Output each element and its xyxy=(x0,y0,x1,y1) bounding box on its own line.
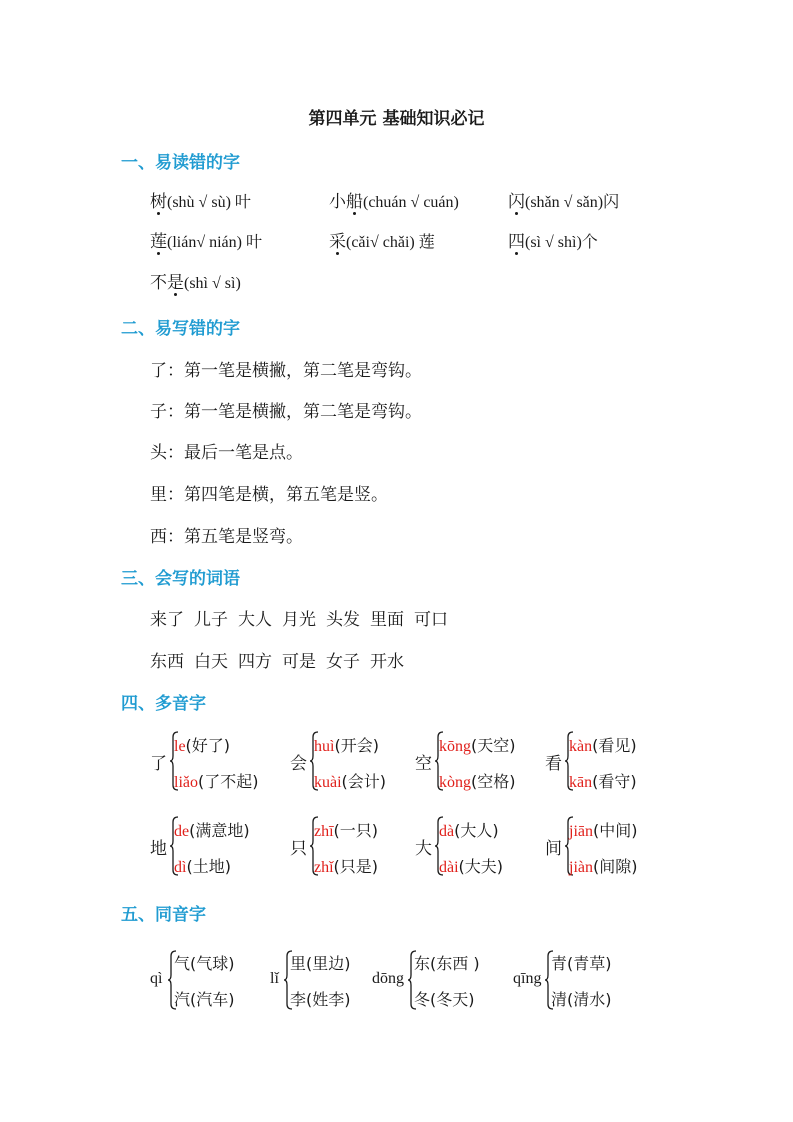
polyphone-group xyxy=(150,816,290,876)
misread-item: 小船(chuán √ cuán) xyxy=(329,187,459,212)
homophone-word-b: 冬(冬天) xyxy=(414,990,475,1009)
word: 四方 xyxy=(238,652,272,672)
section-heading-misread: 一、易读错的字 xyxy=(121,153,240,173)
section-heading-homophones: 五、同音字 xyxy=(121,905,206,925)
word: 月光 xyxy=(282,610,316,630)
polyphone-char: 会 xyxy=(290,754,307,774)
polyphone-group xyxy=(545,731,685,791)
polyphone-reading-a: kōng(天空) xyxy=(439,736,516,755)
word: 女子 xyxy=(326,652,360,672)
misread-item: 不是(shì √ sì) xyxy=(150,268,241,293)
polyphone-reading-b: kòng(空格) xyxy=(439,772,516,791)
polyphone-reading-a: huì(开会) xyxy=(314,736,379,755)
homophone-word-a: 气(气球) xyxy=(174,954,235,973)
polyphone-reading-a: de(满意地) xyxy=(174,821,250,840)
homophone-group xyxy=(513,950,638,1010)
homophone-word-b: 汽(汽车) xyxy=(174,990,235,1009)
polyphone-reading-b: kān(看守) xyxy=(569,772,637,791)
word-row-2 xyxy=(150,647,414,672)
word: 可是 xyxy=(282,652,316,672)
polyphone-char: 地 xyxy=(150,839,167,859)
homophone-group xyxy=(372,950,497,1010)
word: 开水 xyxy=(370,652,404,672)
polyphone-group xyxy=(415,731,555,791)
polyphone-group xyxy=(290,816,430,876)
word: 头发 xyxy=(326,610,360,630)
miswrite-item: 里：第四笔是横，第五笔是竖。 xyxy=(150,485,388,505)
miswrite-item: 了：第一笔是横撇，第二笔是弯钩。 xyxy=(150,361,422,381)
page-title: 第四单元 基础知识必记 xyxy=(308,109,485,129)
polyphone-reading-a: le(好了) xyxy=(174,736,231,755)
misread-item: 闪(shǎn √ sǎn)闪 xyxy=(508,187,619,212)
homophone-pinyin: lǐ xyxy=(270,970,279,987)
section-heading-words: 三、会写的词语 xyxy=(121,569,240,589)
polyphone-char: 大 xyxy=(415,839,432,859)
polyphone-reading-a: kàn(看见) xyxy=(569,736,637,755)
word: 来了 xyxy=(150,610,184,630)
word: 儿子 xyxy=(194,610,228,630)
polyphone-char: 间 xyxy=(545,839,562,859)
word: 可口 xyxy=(414,610,448,630)
polyphone-reading-b: dì(土地) xyxy=(174,857,231,876)
misread-item: 四(sì √ shì)个 xyxy=(508,227,598,252)
polyphone-group xyxy=(150,731,290,791)
polyphone-reading-b: zhǐ(只是) xyxy=(314,857,379,876)
word: 东西 xyxy=(150,652,184,672)
polyphone-char: 空 xyxy=(415,754,432,774)
section-heading-miswrite: 二、易写错的字 xyxy=(121,319,240,339)
word: 里面 xyxy=(370,610,404,630)
miswrite-item: 头：最后一笔是点。 xyxy=(150,443,303,463)
polyphone-reading-b: jiàn(间隙) xyxy=(569,857,638,876)
homophone-word-a: 东(东西 ) xyxy=(414,954,480,973)
section-heading-polyphones: 四、多音字 xyxy=(121,694,206,714)
homophone-group xyxy=(150,950,275,1010)
homophone-pinyin: dōng xyxy=(372,970,404,987)
polyphone-reading-b: dài(大夫) xyxy=(439,857,504,876)
homophone-word-a: 青(青草) xyxy=(551,954,612,973)
polyphone-char: 了 xyxy=(150,754,167,774)
polyphone-reading-a: zhī(一只) xyxy=(314,821,379,840)
word: 白天 xyxy=(194,652,228,672)
polyphone-group xyxy=(415,816,555,876)
polyphone-reading-b: liǎo(了不起) xyxy=(174,772,259,791)
miswrite-item: 西：第五笔是竖弯。 xyxy=(150,527,303,547)
homophone-word-b: 清(清水) xyxy=(551,990,612,1009)
misread-item: 采(cǎi√ chǎi) 莲 xyxy=(329,227,435,252)
polyphone-group xyxy=(290,731,430,791)
homophone-pinyin: qīng xyxy=(513,970,542,987)
homophone-pinyin: qì xyxy=(150,970,163,987)
polyphone-reading-a: dà(大人) xyxy=(439,821,499,840)
misread-item: 树(shù √ sù) 叶 xyxy=(150,187,251,212)
homophone-word-b: 李(姓李) xyxy=(290,990,351,1009)
word-row-1 xyxy=(150,605,458,630)
polyphone-group xyxy=(545,816,685,876)
polyphone-reading-b: kuài(会计) xyxy=(314,772,387,791)
word: 大人 xyxy=(238,610,272,630)
polyphone-char: 看 xyxy=(545,754,562,774)
homophone-word-a: 里(里边) xyxy=(290,954,351,973)
polyphone-char: 只 xyxy=(290,839,307,859)
misread-item: 莲(lián√ nián) 叶 xyxy=(150,227,262,252)
polyphone-reading-a: jiān(中间) xyxy=(569,821,638,840)
miswrite-item: 子：第一笔是横撇，第二笔是弯钩。 xyxy=(150,402,422,422)
